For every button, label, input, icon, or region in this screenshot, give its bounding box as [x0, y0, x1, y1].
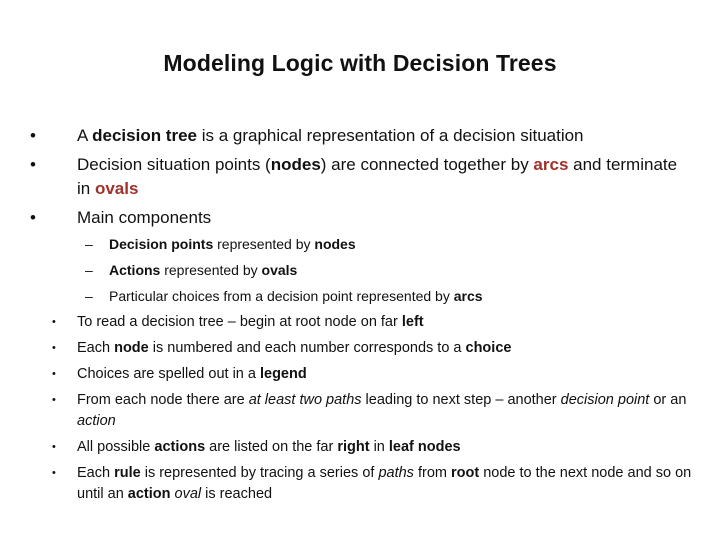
bullet-text: Decision situation points (nodes) are connected together by arcs and terminate in ovals [77, 155, 678, 198]
slide-title: Modeling Logic with Decision Trees [163, 50, 557, 76]
bullet-text: Main components [77, 208, 212, 227]
dash-icon: – [85, 236, 93, 252]
bullet-icon: • [30, 208, 36, 227]
bullet-icon: • [52, 342, 56, 354]
bullet-text: A decision tree is a graphical representation of a decision situation [77, 126, 584, 145]
bullet-icon: • [52, 467, 56, 479]
sub-bullet-text: Decision points represented by nodes [109, 236, 356, 252]
bullet-text: Choices are spelled out in a legend [77, 366, 307, 382]
bullet-text: All possible actions are listed on the far right in leaf nodes [77, 439, 461, 455]
sub-bullet-text: Actions represented by ovals [109, 262, 298, 278]
bullet-text: Each node is numbered and each number corresponds to a choice [77, 340, 512, 356]
dash-icon: – [85, 288, 93, 304]
bullet-icon: • [52, 441, 56, 453]
bullet-icon: • [30, 155, 36, 174]
bullet-text: From each node there are at least two paths leading to next step – another decision point or an action [77, 392, 687, 429]
bullet-text: Each rule is represented by tracing a series of paths from root node to the next node and so on until an action oval is reached [77, 465, 692, 502]
dash-icon: – [85, 262, 93, 278]
bullet-text: To read a decision tree – begin at root node on far left [77, 314, 424, 330]
bullet-icon: • [52, 316, 56, 328]
bullet-icon: • [30, 126, 36, 145]
bullet-icon: • [52, 368, 56, 380]
sub-bullet-text: Particular choices from a decision point represented by arcs [109, 288, 483, 304]
bullet-icon: • [52, 394, 56, 406]
